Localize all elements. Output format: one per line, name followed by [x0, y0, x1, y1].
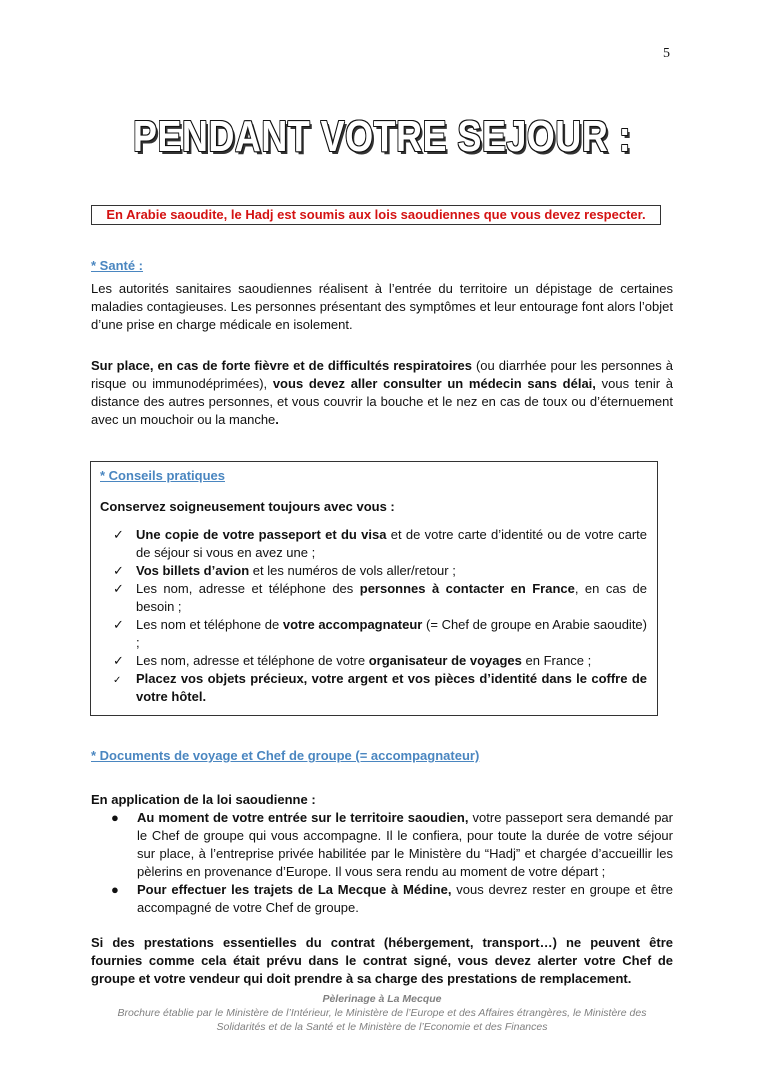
sante-bold-3: .: [275, 412, 279, 427]
page-number: 5: [663, 46, 670, 61]
conseils-item: [113, 580, 647, 616]
sante-text-2: vous tenir à distance des autres personnes, et vous couvrir la bouche et le nez en cas de toux ou d’éternuement avec un mouchoir ou la manche: [91, 376, 673, 427]
conseils-item: [113, 652, 647, 670]
footer-line-1: Brochure établie par le Ministère de l’Intérieur, le Ministère de l’Europe et des Affaires étrangères, le Ministère des: [117, 1007, 647, 1019]
conseils-item-bold: Vos billets d’avion: [136, 563, 250, 578]
conseils-item-text: et les numéros de vols aller/retour ;: [249, 563, 456, 578]
sante-heading: * Santé :: [91, 258, 144, 273]
conseils-item-text-pre: Les nom, adresse et téléphone des: [136, 581, 360, 596]
sante-bold-2: vous devez aller consulter un médecin sans délai,: [272, 376, 596, 391]
sante-paragraph-2: [91, 357, 673, 429]
documents-lead: En application de la loi saoudienne :: [91, 792, 316, 807]
footer-heading: Pèlerinage à La Mecque: [322, 993, 442, 1005]
conseils-lead: Conservez soigneusement toujours avec vous :: [100, 499, 395, 514]
documents-bullet-text: vous devrez rester en groupe et être accompagné de votre Chef de groupe.: [137, 882, 673, 915]
conseils-item-bold: personnes à contacter en France: [359, 581, 575, 596]
warning-banner: En Arabie saoudite, le Hadj est soumis aux lois saoudiennes que vous devez respecter.: [91, 205, 661, 225]
check-mark-icon: ✓: [113, 653, 124, 668]
documents-final-paragraph: Si des prestations essentielles du contrat (hébergement, transport…) ne peuvent être fournies comme cela était prévu dans le contrat signé, vous devez alerter votre Chef de groupe et votre vendeur qui doit prendre à sa charge des prestations de remplacement.: [91, 935, 673, 986]
check-mark-icon: ✓: [113, 617, 124, 632]
conseils-item-text: en France ;: [521, 653, 592, 668]
documents-bullet-bold: Pour effectuer les trajets de La Mecque à Médine,: [137, 882, 452, 897]
conseils-item: [113, 526, 647, 562]
conseils-item-bold: organisateur de voyages: [368, 653, 522, 668]
documents-bullet: [111, 809, 673, 881]
bullet-dot-icon: ●: [111, 882, 119, 897]
bullet-dot-icon: ●: [111, 810, 119, 825]
check-mark-icon: ✓: [113, 563, 124, 578]
conseils-item: [113, 670, 647, 706]
footer-line-2: Solidarités et de la Santé et le Ministère de l’Economie et des Finances: [216, 1021, 548, 1033]
conseils-item-bold: Une copie de votre passeport et du visa: [136, 527, 387, 542]
documents-heading: * Documents de voyage et Chef de groupe (= accompagnateur): [91, 748, 480, 763]
conseils-item-text: et de votre carte d’identité ou de votre carte de séjour si vous en avez une ;: [136, 527, 647, 560]
sante-text-1: (ou diarrhée pour les personnes à risque ou immunodéprimées),: [91, 358, 673, 391]
conseils-item-text: (= Chef de groupe en Arabie saoudite) ;: [136, 617, 647, 650]
conseils-item-bold: votre accompagnateur: [282, 617, 423, 632]
conseils-heading: * Conseils pratiques: [100, 468, 225, 483]
conseils-item-bold: Placez vos objets précieux, votre argent et vos pièces d’identité dans le coffre de votre hôtel.: [136, 671, 647, 704]
conseils-item-text-pre: Les nom et téléphone de: [136, 617, 283, 632]
sante-bold-1: Sur place, en cas de forte fièvre et de difficultés respiratoires: [91, 358, 472, 373]
documents-bullet-text: votre passeport sera demandé par le Chef de groupe qui vous accompagne. Il le confiera, pour toute la durée de votre séjour sur place, à l’entreprise privée habilitée par le Ministère du “Hadj” et chargée d’accueillir les pèlerins en provenance d’Europe. Il vous sera rendu au moment de votre départ ;: [137, 810, 673, 879]
check-mark-icon: ✓: [113, 581, 124, 596]
documents-bullet: [111, 881, 673, 917]
conseils-item-text-pre: Les nom, adresse et téléphone de votre: [136, 653, 369, 668]
page-title: PENDANT VOTRE SEJOUR :: [132, 112, 632, 161]
documents-bullet-bold: Au moment de votre entrée sur le territoire saoudien,: [137, 810, 469, 825]
conseils-item: [113, 562, 647, 580]
conseils-item-text: , en cas de besoin ;: [136, 581, 647, 614]
page-footer: [0, 992, 764, 1034]
check-mark-icon: ✓: [113, 675, 122, 686]
sante-paragraph-1: Les autorités sanitaires saoudiennes réalisent à l’entrée du territoire un dépistage de certaines maladies contagieuses. Les personnes présentant des symptômes et leur entourage font alors l’objet d’une prise en charge médicale en isolement.: [91, 281, 673, 332]
conseils-item: [113, 616, 647, 652]
check-mark-icon: ✓: [113, 527, 124, 542]
conseils-box: [90, 461, 658, 716]
